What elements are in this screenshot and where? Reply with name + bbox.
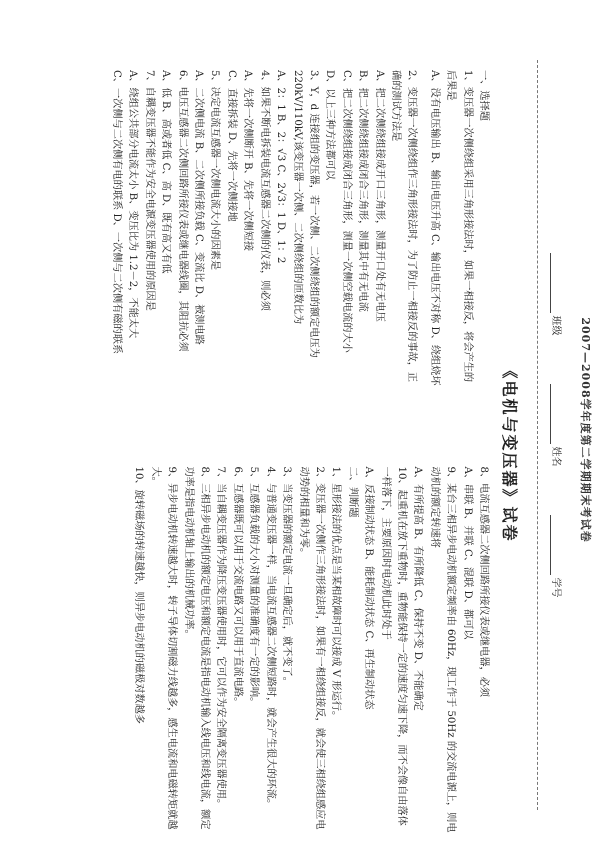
- exam-line: A、没有电压输出 B、输出电压升高 C、输出电压不对称 D、绕组烧坏: [428, 70, 440, 386]
- exam-line: 7、自耦变压器不能作为安全电源变压器使用的原因是: [143, 70, 155, 311]
- exam-line: 动势的相量和为零。: [297, 466, 309, 559]
- exam-line: 10、起重机在放下重物时，重物能保持一定的速度匀速下降，而不会像自由落体: [395, 466, 407, 826]
- exam-line: 1、星形接法的优点是当某相故障时可以接成 V 形运行。: [330, 466, 342, 722]
- exam-header-title: 2007—2008学年度第二学期期末考试卷: [579, 317, 592, 543]
- exam-line: 后果是: [445, 70, 457, 101]
- student-info-fields: [550, 0, 570, 850]
- exam-line: 3、Y，d 连接组的变压器，若一次侧、二次侧绕组的额定电压为: [307, 70, 319, 358]
- exam-line: D、以上三种方法都可以: [324, 70, 336, 181]
- exam-title: 《电机与变压器》试卷: [500, 362, 519, 543]
- exam-line: 一样落下，主要原因时电动机此时处于: [379, 466, 391, 640]
- class-field[interactable]: [550, 253, 570, 336]
- exam-line: 1、变压器一次侧绕组采用三角形接法时，如果一相接反，将会产生的: [461, 70, 473, 383]
- exam-line: 7、当自耦变压器作为降压变压器使用时，它可以作为安全隔离变压器使用。: [215, 466, 227, 810]
- exam-line: C、直接拆装 D、先将一次侧接地: [225, 70, 237, 222]
- right-column: [108, 467, 491, 836]
- seal-line: [537, 60, 538, 810]
- exam-line: 二、判断题: [346, 466, 358, 518]
- exam-line: A、反接制动状态 B、能耗制动状态 C、再生制动状态: [363, 466, 375, 710]
- exam-line: 8、三相异步电动机的额定电压和额定电流是指电动机输入线电压和线电流，额定: [199, 466, 211, 830]
- exam-line: 功率是指电动机轴上输出的机械功率。: [182, 466, 194, 640]
- binding-margin: [520, 0, 600, 850]
- exam-line: C、一次侧与二次侧有电的联系 D、一次侧与二次侧有磁的联系: [111, 70, 123, 355]
- exam-line: A、串联 B、并联 C、混联 D、都可以: [461, 466, 473, 640]
- exam-line: 2、变压器一次侧绕组作三角形接法时，为了防止一相接反的事故，正: [406, 70, 418, 383]
- exam-line: 5、决定电流互感器一次侧电流大小的因素是: [209, 70, 221, 271]
- exam-line: A、把二次侧绕组接成开口三角形，测量开口处有无电压: [373, 70, 385, 322]
- exam-line: 6、互感器既可以用于交流电路又可以用于直流电路。: [231, 466, 243, 708]
- exam-line: 确的测试方法是: [389, 70, 401, 142]
- exam-line: A、低 B、高或者低 C、高 D、既有高又有低: [160, 70, 172, 274]
- exam-line: 8、电流互感器二次侧回路所接仪表或继电器，必须: [478, 466, 489, 698]
- exam-line: 4、如果不断电拆装电流互感器二次侧的仪表，则必须: [258, 70, 270, 311]
- exam-line: 9、某台三相异步电动机额定频率由 60Hz，现工作于 50Hz 的交流电源上，则电: [445, 466, 457, 833]
- exam-line: 4、与普通变压器一样，当电流互感器二次侧短路时，就会产生很大的环流。: [264, 466, 276, 810]
- exam-line: A、有所提高 B、有所降低 C、保持不变 D、不能确定: [412, 466, 424, 711]
- exam-line: A、2：1 B、2：√3 C、2√3：1 D、1：2: [275, 70, 287, 264]
- exam-line: A、绕组公共部分电流太小 B、变压比为 1.2－2，不能太大: [127, 70, 139, 339]
- exam-line: C、把二次侧绕组接成闭合三角形，测量一次侧空载电流的大小: [340, 70, 352, 353]
- exam-line: 10、旋转磁场的转速越快，则异步电动机的磁极对数越多: [133, 466, 145, 724]
- number-field[interactable]: [550, 515, 570, 598]
- exam-line: 2、变压器一次侧作三角形接法时，如果有一相绕组接反，就会使三相绕组感应电: [313, 466, 325, 830]
- class-label: 班级: [550, 315, 561, 336]
- left-column: [108, 70, 491, 439]
- exam-line: 9、异步电动机转速越大时，转子导体切割磁力线越多，感生电流和电磁转矩就越大。: [149, 466, 178, 830]
- name-field[interactable]: [550, 384, 570, 467]
- exam-line: 6、电压互感器二次侧回路所接仪表或继电器线圈，其阻抗必须: [176, 70, 188, 352]
- exam-line: 5、互感器负载的大小对测量的准确度有一定的影响。: [248, 466, 260, 708]
- exam-content: [7, 70, 522, 835]
- exam-line: 220kV/110kV,该变压器一次侧、二次侧绕组的匝数比为: [291, 70, 303, 325]
- exam-line: 3、当变压器的额定电流一旦确定后，就不变了。: [281, 466, 293, 687]
- exam-line: 动机的额定转速将: [428, 466, 440, 548]
- exam-line: A、二次侧电流 B、二次侧所接负载 C、变流比 D、被测电路: [193, 70, 205, 345]
- exam-line: A、先将一次侧断开 B、先将一次侧短接: [242, 70, 254, 252]
- name-label: 姓名: [550, 446, 561, 467]
- number-label: 学号: [550, 577, 561, 598]
- exam-line: 一、选择题: [478, 70, 489, 121]
- exam-line: B、把二次侧绕组接成闭合三角形，测量其中有无电流: [357, 70, 369, 312]
